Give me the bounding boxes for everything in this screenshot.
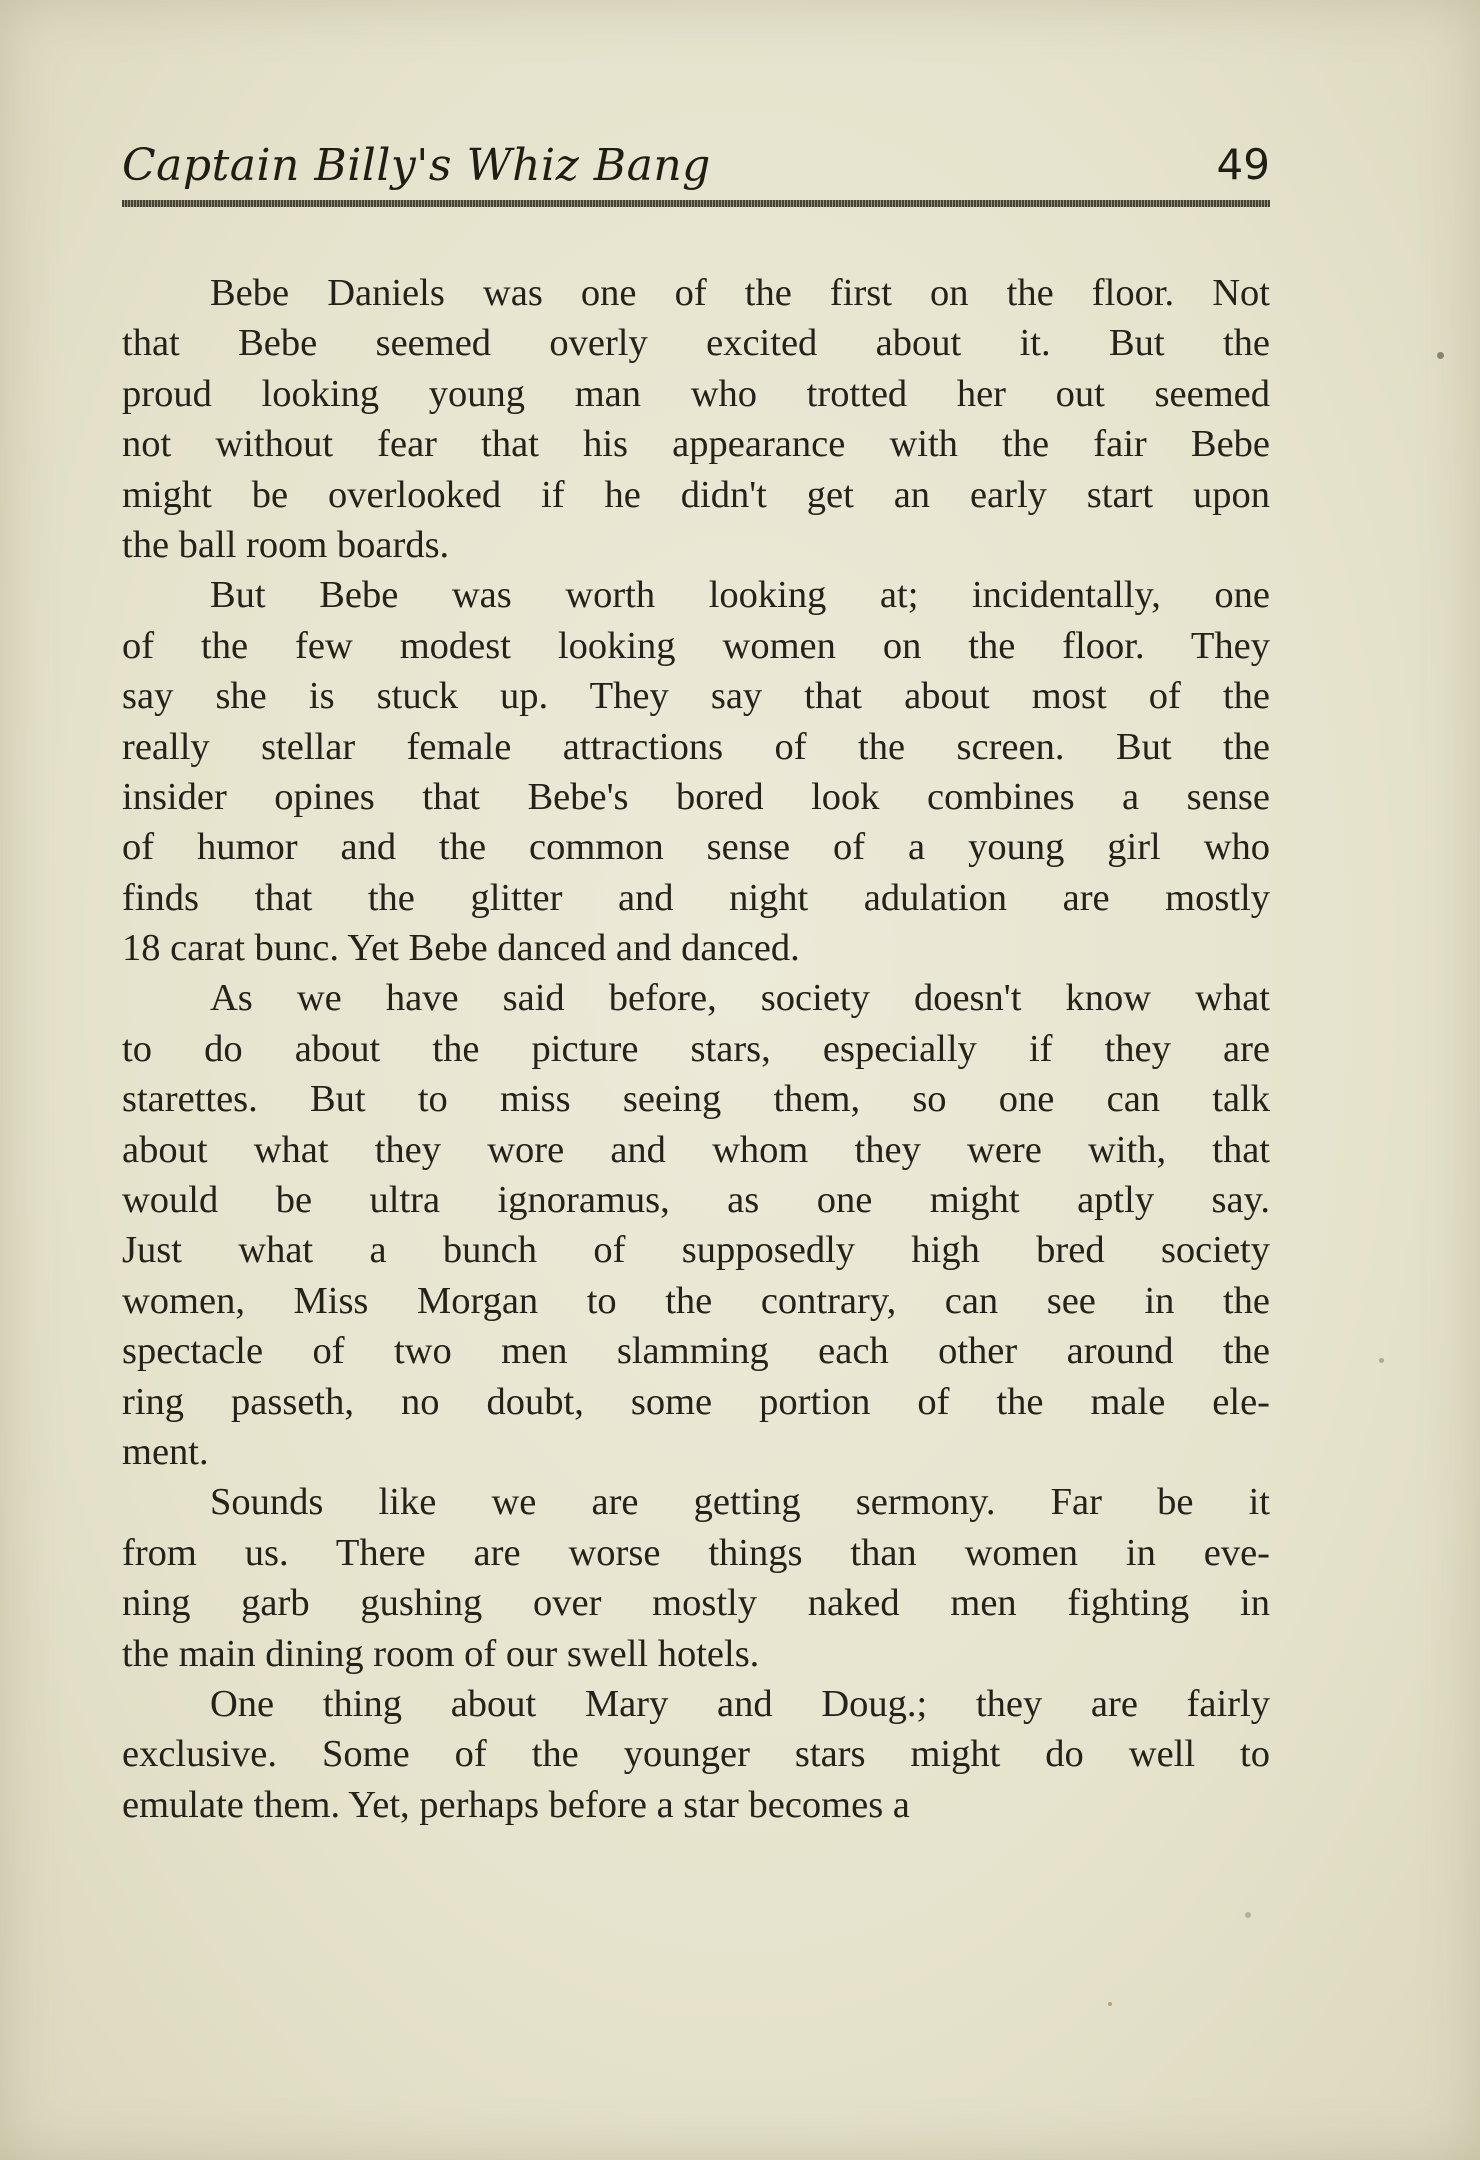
text-line: 18 carat bunc. Yet Bebe danced and danced.	[122, 927, 800, 970]
text-line: Sounds like we are getting sermony. Far be it	[210, 1481, 1270, 1524]
text-line: Bebe Daniels was one of the first on the floor. Not	[210, 272, 1270, 314]
paper-speck	[1379, 1358, 1384, 1363]
page-number: 49	[1216, 140, 1270, 189]
text-line: say she is stuck up. They say that about most of the	[122, 675, 1270, 718]
text-line: of humor and the common sense of a young girl who	[122, 826, 1270, 869]
text-line: of the few modest looking women on the floor. They	[122, 624, 1270, 667]
page-header	[122, 140, 1270, 210]
text-line: exclusive. Some of the younger stars might do well to	[122, 1733, 1270, 1776]
paper-speck	[1108, 2002, 1112, 2006]
paragraph	[122, 268, 1270, 570]
text-line: about what they wore and whom they were with, that	[122, 1128, 1270, 1171]
text-line: not without fear that his appearance with the fair Bebe	[122, 423, 1270, 466]
paragraph	[122, 1679, 1270, 1830]
running-title: Captain Billy's Whiz Bang	[122, 140, 711, 191]
text-line: the ball room boards.	[122, 523, 450, 566]
text-line: insider opines that Bebe's bored look combines a sense	[122, 775, 1270, 818]
text-line: that Bebe seemed overly excited about it. But the	[122, 322, 1270, 365]
paper-speck	[1437, 352, 1444, 359]
text-line: starettes. But to miss seeing them, so one can talk	[122, 1078, 1270, 1121]
paper-speck	[1245, 1912, 1251, 1918]
text-line: might be overlooked if he didn't get an early start upon	[122, 473, 1270, 516]
text-line: from us. There are worse things than women in eve-	[122, 1531, 1270, 1574]
text-line: ring passeth, no doubt, some portion of the male ele-	[122, 1380, 1270, 1423]
text-line: women, Miss Morgan to the contrary, can see in the	[122, 1279, 1270, 1322]
text-line: would be ultra ignoramus, as one might aptly say.	[122, 1179, 1270, 1222]
text-line: ning garb gushing over mostly naked men fighting in	[122, 1582, 1270, 1625]
text-line: the main dining room of our swell hotels.	[122, 1632, 760, 1675]
paragraph	[122, 570, 1270, 973]
text-line: spectacle of two men slamming each other around the	[122, 1330, 1270, 1373]
text-line: really stellar female attractions of the screen. But the	[122, 725, 1270, 768]
text-line: to do about the picture stars, especially if they are	[122, 1027, 1270, 1070]
article-body	[122, 268, 1270, 1830]
paragraph	[122, 973, 1270, 1477]
header-rule	[122, 200, 1270, 207]
text-line: Just what a bunch of supposedly high bred society	[122, 1229, 1270, 1272]
text-line: ment.	[122, 1430, 209, 1473]
text-line: As we have said before, society doesn't know what	[210, 977, 1270, 1020]
text-line: proud looking young man who trotted her out seemed	[122, 372, 1270, 415]
text-line: emulate them. Yet, perhaps before a star becomes a	[122, 1783, 910, 1826]
text-line: finds that the glitter and night adulation are mostly	[122, 876, 1270, 919]
text-line: But Bebe was worth looking at; incidentally, one	[210, 574, 1270, 617]
text-line: One thing about Mary and Doug.; they are fairly	[210, 1682, 1270, 1725]
paragraph	[122, 1477, 1270, 1679]
